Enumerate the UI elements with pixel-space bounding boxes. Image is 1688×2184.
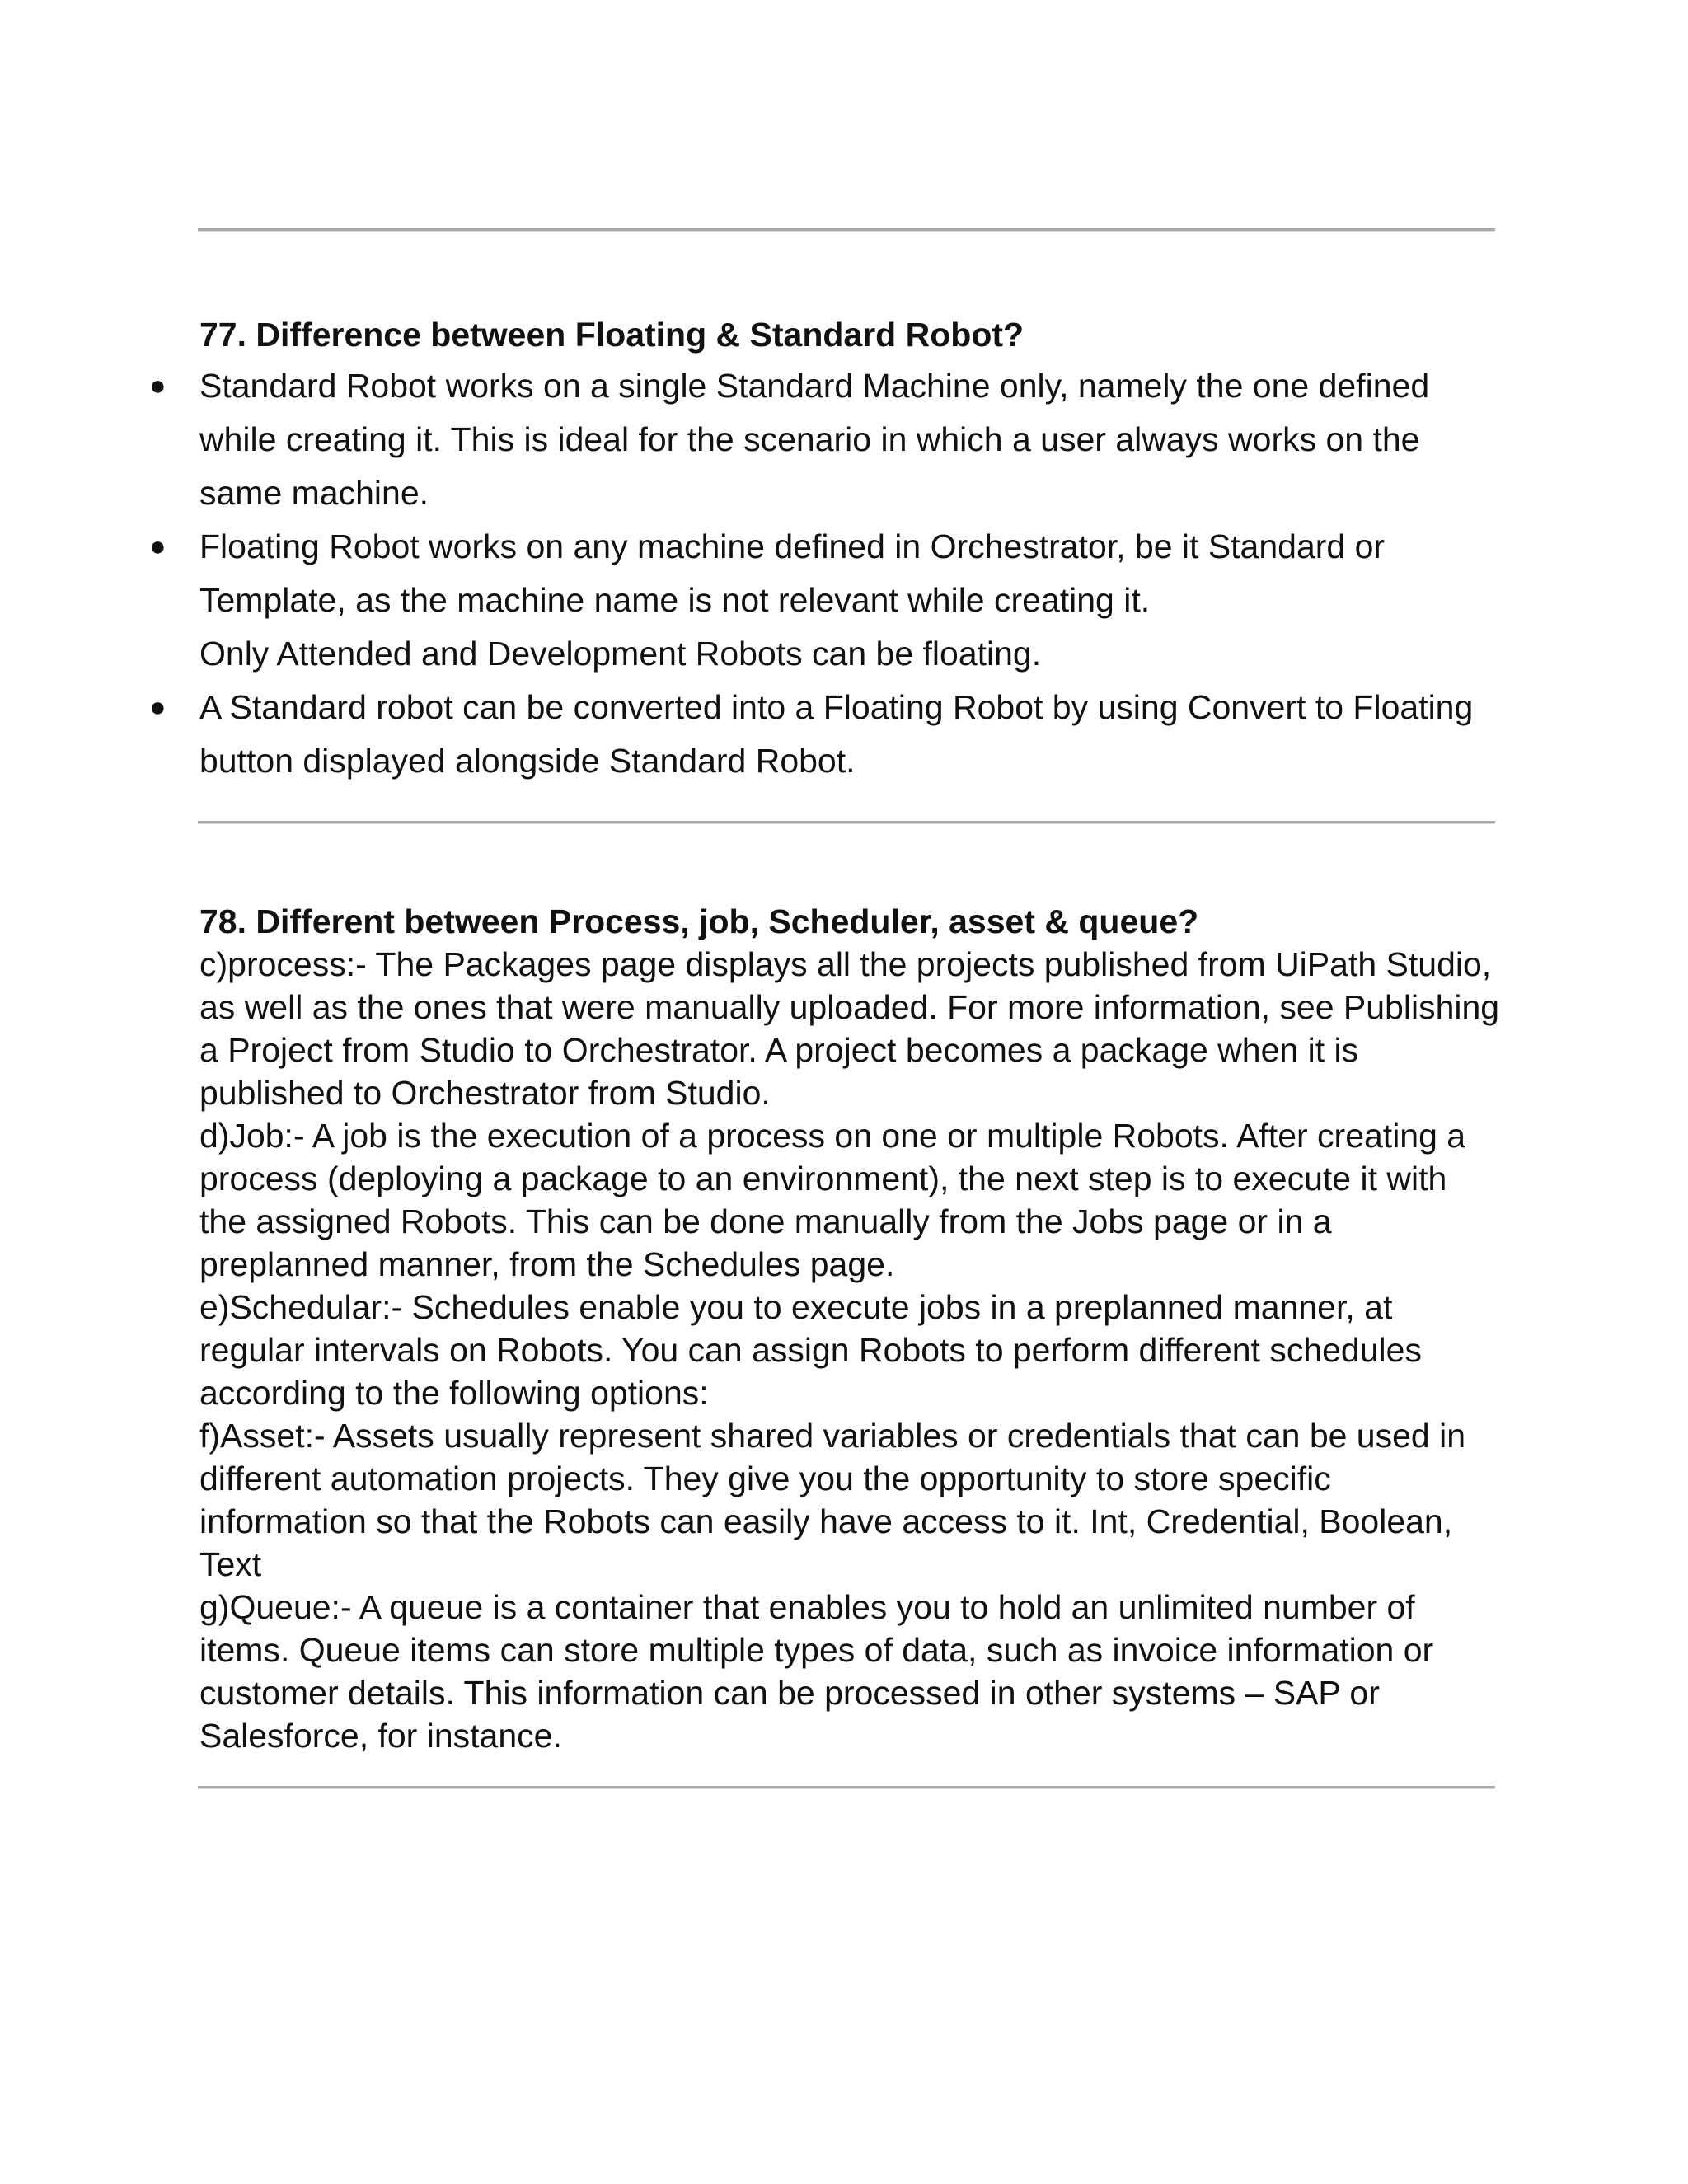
bullet-item bbox=[149, 359, 1502, 520]
queue-paragraph: g)Queue:- A queue is a container that enables you to hold an unlimited number of items. Queue items can store multiple types of data, such as invoice information or customer details. This information can be processed in other systems – SAP or Salesforce, for instance. bbox=[199, 1588, 1434, 1755]
bullet-icon: ● bbox=[149, 370, 166, 401]
bullet-item bbox=[149, 520, 1502, 681]
scheduler-paragraph: e)Schedular:- Schedules enable you to execute jobs in a preplanned manner, at regular intervals on Robots. You can assign Robots to perform different schedules according to the following options: bbox=[199, 1288, 1422, 1412]
bullet-text: A Standard robot can be converted into a Floating Robot by using Convert to Floating button displayed alongside Standard Robot. bbox=[199, 688, 1474, 780]
question-78-title: 78. Different between Process, job, Scheduler, asset & queue? bbox=[199, 902, 1199, 940]
bullet-continuation: Only Attended and Development Robots can be floating. bbox=[199, 635, 1042, 673]
job-paragraph: d)Job:- A job is the execution of a process on one or multiple Robots. After creating a process (deploying a package to an environment), the next step is to execute it with the assigned Robots. This can be done manually from the Jobs page or in a preplanned manner, from the Schedules page. bbox=[199, 1117, 1466, 1283]
process-paragraph: c)process:- The Packages page displays all the projects published from UiPath Studio, as well as the ones that were manually uploaded. For more information, see Publishing a Project from Studio to Orchestrator. A project becomes a package when it is published to Orchestrator from Studio. bbox=[199, 945, 1500, 1112]
top-divider bbox=[198, 228, 1495, 232]
bullet-icon: ● bbox=[149, 691, 166, 723]
question-78 bbox=[199, 900, 1502, 1757]
bottom-divider bbox=[198, 1786, 1495, 1789]
question-77-title: 77. Difference between Floating & Standard Robot? bbox=[199, 316, 1025, 354]
bullet-item bbox=[149, 681, 1502, 788]
middle-divider bbox=[198, 821, 1495, 824]
question-77-bullets bbox=[149, 359, 1502, 788]
bullet-icon: ● bbox=[149, 531, 166, 562]
bullet-text: Standard Robot works on a single Standard Machine only, namely the one defined while creating it. This is ideal for the scenario in which a user always works on the same machine. bbox=[199, 367, 1430, 512]
asset-paragraph: f)Asset:- Assets usually represent shared variables or credentials that can be used in different automation projects. They give you the opportunity to store specific information so that the Robots can easily have access to it. Int, Credential, Boolean, Text bbox=[199, 1417, 1466, 1583]
bullet-text: Floating Robot works on any machine defined in Orchestrator, be it Standard or Template, as the machine name is not relevant while creating it. bbox=[199, 527, 1386, 619]
question-77 bbox=[149, 313, 1502, 788]
